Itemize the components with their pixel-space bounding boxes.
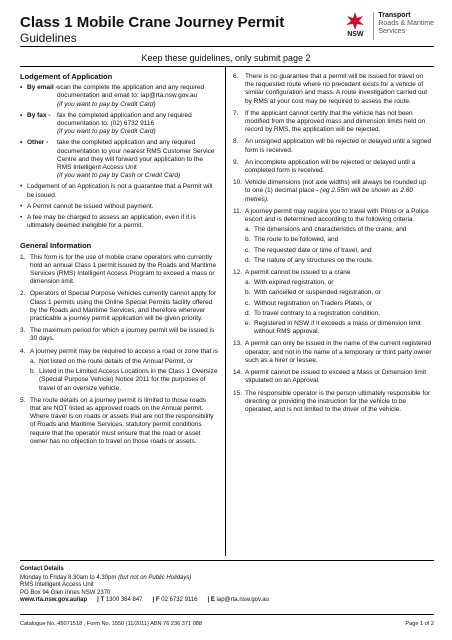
column-separator [225,66,226,556]
general-item [20,327,218,343]
rms-logo [341,12,434,40]
lodgement-bullet: • A Permit cannot be issued without payment. [20,202,154,210]
sub-letter: a. [245,226,251,234]
contact-details [20,566,434,604]
catalogue-number: Catalogue No. 45071518 , Form No. 1550 (11/2011) ABN 76 236 371 088 [20,621,203,627]
info-item [233,269,433,336]
method-label: Other - [27,139,49,147]
contact-heading: Contact Details [20,566,64,572]
item-text: A journey permit may require you to travel with Pilots or a Police escort and is determined according to the following criteria [245,207,429,224]
bullet-text: Lodgement of an Application is not a guarantee that a Permit will be issued. [27,183,213,199]
contact-hours-line [20,575,434,582]
section-rule [20,66,434,67]
logo-nsw: NSW [347,31,364,38]
sub-item [245,289,433,297]
right-column [233,73,433,418]
sub-letter: c. [245,246,251,254]
item-number: 2. [20,290,26,298]
sub-text: To travel contrary to a registration condition. [254,309,381,317]
contact-hours-note: (but not on Public Holidays) [118,575,192,582]
sub-text: The route to be followed, and [254,236,339,244]
sub-letter: a. [245,279,251,287]
fax-value: 02 6732 9116 [161,596,198,603]
item-text: A permit can only be issued in the name of the current registered operator, and not in the name of a temporary or third party owner such as a hirer or lessee. [245,340,432,364]
item-text: A permit cannot be issued to exceed a Mass or Dimension limit stipulated on an Approval. [245,369,427,385]
item-number: 15. [233,389,243,397]
item-text: The maximum period for which a journey permit will be issued is 30 days. [30,327,215,343]
sub-item [245,247,433,255]
sub-letter: b. [30,368,36,376]
info-item [233,340,433,365]
info-item [233,159,433,175]
catalogue-rule [20,614,434,615]
page-title: Class 1 Mobile Crane Journey Permit [20,14,285,31]
fax-label: F [155,596,160,603]
lodgement-method: • By email - scan the complete the application and any required documentation and email to: iap@rta.nsw.gov.au (if you want to pay by Credit Card) [20,84,205,108]
item-text: Vehicle dimensions (not axle widths) will always be rounded up to one (1) decimal place - [245,179,427,195]
general-item [20,290,218,323]
contact-links [20,597,434,604]
phone-label: T [100,596,105,603]
sub-item [30,358,218,366]
item-number: 10. [233,179,243,187]
info-item [233,208,433,265]
catalogue-row [20,621,434,627]
sub-item [245,257,433,265]
contact-unit: RMS Intelligent Access Unit [20,582,94,589]
page-subtitle: Guidelines [20,31,77,45]
sub-text: Listed in the Limited Access Locations in the Class 1 Oversize (Special Purpose Vehicle) Notice 2011 for the purposes of travel of an oversize vehicle. [39,368,218,392]
info-item [233,390,433,415]
info-item [233,138,433,154]
sub-text: With expired registration, or [254,279,334,287]
contact-hours: Monday to Friday 8.30am to 4.30pm [20,575,117,582]
left-column [20,73,218,450]
sub-text: The dimensions and characteristics of the crane, and [254,226,407,234]
lodgement-bullet: • Lodgement of an Application is not a guarantee that a Permit will be issued. [20,183,218,199]
logo-divider [373,12,374,40]
item-text: The responsible operator is the person ultimately responsible for directing or providing the instruction for the vehicle to be operated, and is not limited to the driver of the vehicle. [245,389,430,413]
sub-item [245,226,433,234]
logo-line-3: Services [378,28,406,35]
lodgement-heading: Lodgement of Application [20,72,113,81]
item-text: This form is for the use of mobile crane operators who currently hold an annual Class 1 permit issued by the Roads and Maritime Services (RMS) Intelligent Access Program to exceed a mass or dimension limit. [30,253,217,286]
item-text: An unsigned application will be rejected or delayed until a signed form is received. [245,138,432,154]
sub-item [245,320,433,336]
item-number: 11. [233,207,242,215]
lodgement-method: • By fax - fax the completed application and any required documentation to: (02) 6732 9116 (if you want to pay by Credit Card) [20,111,192,136]
item-number: 7. [233,109,239,117]
info-item [233,179,433,204]
item-number: 6. [233,73,239,80]
contact-email: | E iap@rta.nsw.gov.au [207,596,269,603]
info-item [233,110,433,135]
sub-item [245,236,433,244]
sub-item [245,310,433,318]
keep-notice: Keep these guidelines, only submit page 2 [141,53,311,63]
contact-phone: | T 1300 364 847 [97,596,143,603]
item-number: 4. [20,347,26,355]
method-note: (if you want to pay by Credit Card) [57,128,156,136]
sub-text: With cancelled or suspended registration, or [254,289,381,297]
sub-letter: a. [30,357,36,365]
email-label: E [210,596,215,603]
info-item [233,73,433,106]
general-item [20,397,218,446]
waratah-icon [341,12,369,38]
sub-item [245,279,433,287]
item-number: 5. [20,396,26,404]
sub-letter: b. [245,289,251,297]
sub-text: The requested date or time of travel, and [254,246,372,254]
item-text: A journey permit may be required to access a road or zone that is [30,347,218,355]
sub-item [30,368,218,393]
general-item [20,348,218,393]
item-text: Operators of Special Purpose Vehicles currently cannot apply for Class 1 permits using the Online Special Permits facility offered by the Roads and Maritime Services, and therefore wherever practicable a journey permit application will be given priority. [30,290,217,323]
sub-letter: d. [245,309,251,317]
method-text: scan the complete the application and any required documentation and email to: iap@rta.nsw.gov.au [57,84,205,100]
lodgement-bullet: • A fee may be charged to assess an application, even if it is ultimately deemed ineligible for a permit. [20,214,218,230]
header-rule [20,46,434,47]
email-link[interactable]: iap@rta.nsw.gov.au [216,596,269,603]
contact-fax: | F 02 6732 9116 [152,596,198,603]
item-number: 12. [233,269,243,277]
sub-letter: d. [245,256,251,264]
contact-address: PO Box 94 Glen Innes NSW 2370 [20,589,111,596]
method-label: By fax - [27,111,51,119]
logo-line-1: Transport [378,12,411,19]
logo-text [378,12,434,36]
item-number: 13. [233,340,243,348]
sub-text: The nature of any structures on the route. [254,256,374,264]
sub-item [245,300,433,308]
item-number: 14. [233,369,243,377]
method-note: (if you want to pay by Cash or Credit Card) [57,172,181,180]
phone-value: 1300 364 847 [105,596,143,603]
sub-text: Without registration on Traders Plates, or [254,299,373,307]
item-number: 1. [20,253,26,261]
method-note: (if you want to pay by Credit Card) [57,100,156,108]
sub-letter: e. [245,320,251,328]
item-text: The route details on a journey permit is limited to those roads that are NOT listed as approved roads on the Annual permit. Where travel is on roads or assets that are not the responsibility of Roads and Maritime Services, statutory permit conditions require that the operator must ensure that the road or asset owner has no objection to travel on those roads or assets. [30,396,214,445]
logo-line-2: Roads & Maritime [378,20,434,27]
sub-letter: b. [245,236,251,244]
method-text: fax the completed application and any required documentation to: (02) 6732 9116 [57,111,192,128]
bullet-text: A fee may be charged to assess an application, even if it is ultimately deemed ineligible for a permit. [27,214,196,230]
item-text: If the applicant cannot certify that the vehicle has not been modified from the approved mass and dimension limits held on record by RMS, the application will be rejected. [245,109,426,134]
info-item [233,369,433,385]
page-number: Page 1 of 2 [405,621,434,627]
sub-letter: c. [245,299,251,307]
item-number: 8. [233,138,239,146]
item-text: An incomplete application will be rejected or delayed until a completed form is received. [245,158,416,175]
method-label: By email - [27,84,58,92]
method-text: take the completed application and any required documentation to your nearest RMS Customer Service Centre and they will forward your application to the RMS Intelligent Access Unit [57,139,215,172]
item-number: 3. [20,327,26,335]
general-item [20,254,218,287]
sub-text: Registered in NSW if it exceeds a mass or dimension limit without RMS approval. [254,320,421,336]
contact-web-link[interactable]: www.rta.nsw.gov.au/iap [20,596,88,603]
item-text: A permit cannot be issued to a crane [245,269,351,277]
lodgement-method: • Other - take the completed application and any required documentation to your nearest RMS Customer Service Centre and they will forward your application to the RMS Intelligent Access Unit (if you want to pay by Cash or Credit Card) [20,139,215,180]
bullet-text: A Permit cannot be issued without payment. [27,202,154,210]
item-number: 9. [233,158,239,166]
footer-rule [20,560,434,561]
sub-text: Not listed on the route details of the Annual Permit, or [39,357,193,365]
item-example: (eg 2.55m will be shown as 2.60 metres). [245,187,414,203]
general-heading: General Information [20,241,92,251]
item-text: There is no guarantee that a permit will be issued for travel on the requested route where no precedent exists for a vehicle of similar configuration and mass. A route investigation carried out by RMS at your cost may be required to assess the route. [245,73,428,105]
